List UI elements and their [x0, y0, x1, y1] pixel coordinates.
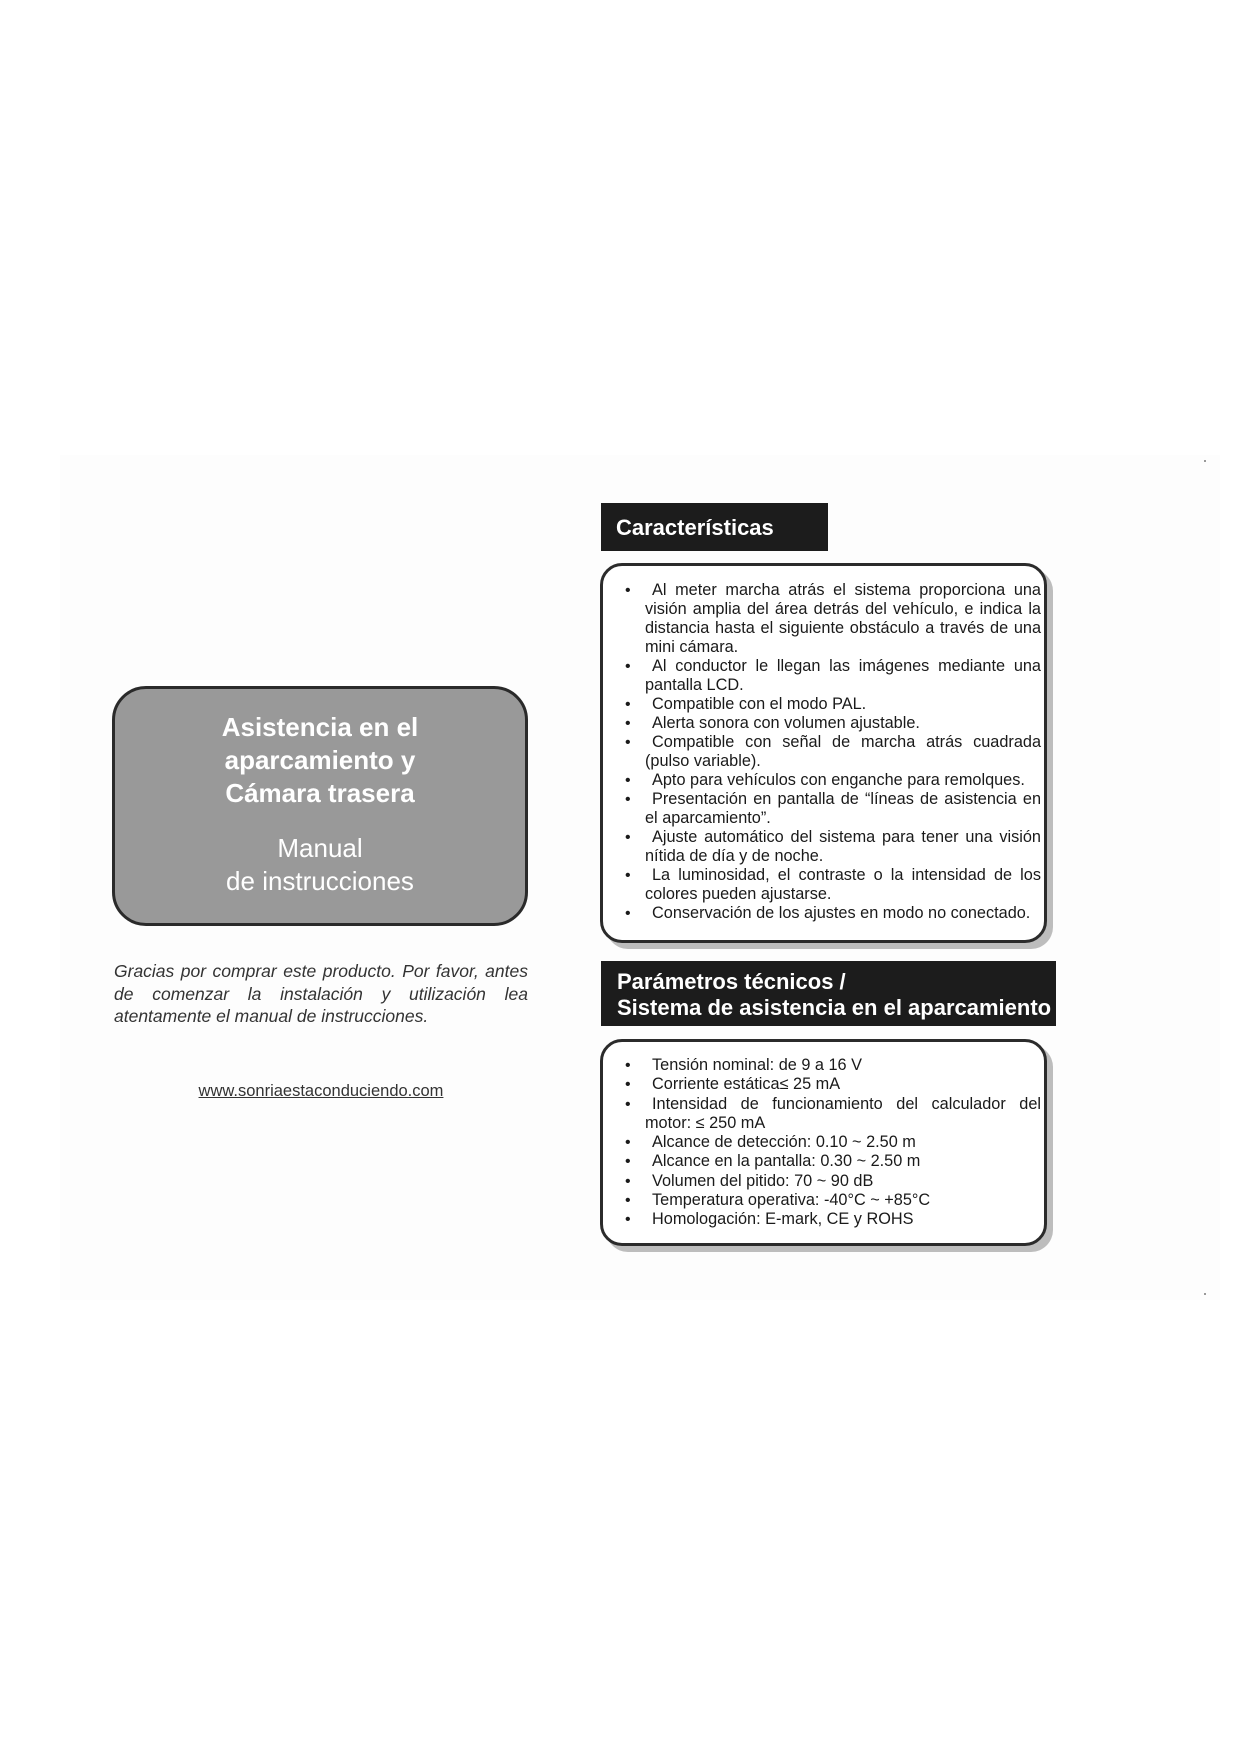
scan-speck	[1204, 1293, 1206, 1295]
feature-item	[625, 581, 1041, 657]
feature-text: Alerta sonora con volumen ajustable.	[652, 714, 920, 732]
parameter-text: Temperatura operativa: -40°C ~ +85°C	[652, 1191, 931, 1210]
bullet-icon: •	[625, 582, 631, 599]
feature-item	[625, 733, 1041, 771]
website-link[interactable]: www.sonriaestaconduciendo.com	[198, 1082, 444, 1100]
feature-text: La luminosidad, el contraste o la intensidad de los colores pueden ajustarse.	[645, 866, 1041, 903]
bullet-icon: •	[625, 1153, 631, 1171]
product-title: Asistencia en el aparcamiento y Cámara trasera	[221, 712, 419, 808]
cover-title-box	[112, 686, 528, 926]
manual-subtitle: Manual de instrucciones	[226, 833, 414, 896]
parameter-text: Volumen del pitido: 70 ~ 90 dB	[652, 1171, 874, 1190]
bullet-icon: •	[625, 829, 631, 846]
feature-item	[625, 828, 1041, 866]
feature-item	[625, 904, 1041, 923]
parameter-item	[625, 1152, 1041, 1171]
parameter-text: Alcance en la pantalla: 0.30 ~ 2.50 m	[652, 1152, 921, 1171]
parameter-item	[625, 1191, 1041, 1210]
bullet-icon: •	[625, 696, 631, 713]
feature-item	[625, 866, 1041, 904]
feature-item	[625, 695, 1041, 714]
feature-text: Presentación en pantalla de “líneas de asistencia en el aparcamiento”.	[645, 790, 1041, 827]
bullet-icon: •	[625, 1211, 631, 1229]
parameter-text: Intensidad de funcionamiento del calculador del motor: ≤ 250 mA	[645, 1094, 1041, 1132]
feature-item	[625, 790, 1041, 828]
parameter-text: Alcance de detección: 0.10 ~ 2.50 m	[652, 1133, 916, 1152]
parameter-item	[625, 1210, 1041, 1229]
bullet-icon: •	[625, 1057, 631, 1074]
bullet-icon: •	[625, 734, 631, 751]
feature-text: Al meter marcha atrás el sistema proporciona una visión amplia del área detrás del vehículo, e indica la distancia hasta el siguiente obstáculo a través de una mini cámara.	[645, 581, 1041, 656]
features-header: Características	[601, 503, 828, 551]
features-list	[603, 581, 1044, 923]
feature-text: Compatible con el modo PAL.	[652, 695, 867, 713]
bullet-icon: •	[625, 772, 631, 789]
parameters-list	[603, 1056, 1044, 1230]
bullet-icon: •	[625, 1134, 631, 1152]
bullet-icon: •	[625, 1192, 631, 1210]
bullet-icon: •	[625, 791, 631, 808]
bullet-icon: •	[625, 715, 631, 732]
bullet-icon: •	[625, 1172, 631, 1190]
parameter-item	[625, 1075, 1041, 1094]
bullet-icon: •	[625, 1076, 631, 1094]
parameter-text: Corriente estática≤ 25 mA	[652, 1075, 841, 1094]
parameter-item	[625, 1094, 1041, 1134]
feature-text: Compatible con señal de marcha atrás cuadrada (pulso variable).	[645, 733, 1041, 770]
technical-parameters-header: Parámetros técnicos / Sistema de asistencia en el aparcamiento	[601, 961, 1056, 1026]
parameter-item	[625, 1171, 1041, 1191]
bullet-icon: •	[625, 905, 631, 922]
bullet-icon: •	[625, 1095, 631, 1113]
intro-paragraph: Gracias por comprar este producto. Por favor, antes de comenzar la instalación y utilización lea atentamente el manual de instrucciones.	[114, 961, 528, 1026]
parameter-item	[625, 1133, 1041, 1152]
feature-item	[625, 714, 1041, 733]
features-box	[600, 563, 1047, 943]
parameter-item	[625, 1056, 1041, 1075]
technical-parameters-box	[600, 1039, 1047, 1246]
feature-text: Conservación de los ajustes en modo no conectado.	[652, 904, 1031, 922]
feature-item	[625, 771, 1041, 790]
feature-text: Al conductor le llegan las imágenes mediante una pantalla LCD.	[645, 657, 1041, 694]
feature-text: Apto para vehículos con enganche para remolques.	[652, 771, 1025, 789]
parameter-text: Homologación: E-mark, CE y ROHS	[652, 1210, 914, 1229]
feature-text: Ajuste automático del sistema para tener una visión nítida de día y de noche.	[645, 828, 1041, 865]
scan-speck	[1204, 460, 1206, 462]
bullet-icon: •	[625, 867, 631, 884]
bullet-icon: •	[625, 658, 631, 675]
feature-item	[625, 657, 1041, 695]
parameter-text: Tensión nominal: de 9 a 16 V	[652, 1056, 862, 1074]
